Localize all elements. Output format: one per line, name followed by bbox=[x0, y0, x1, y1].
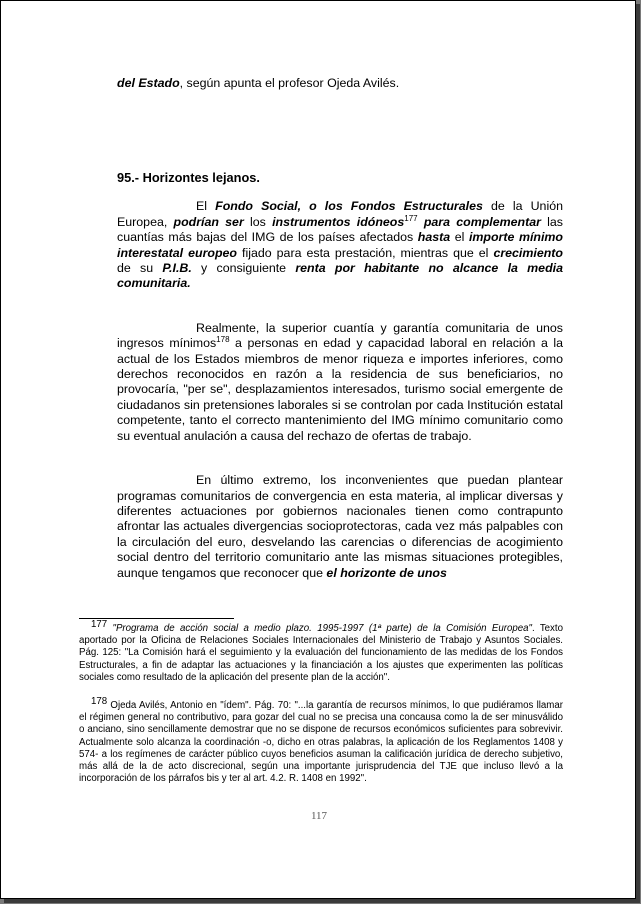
emphasis: renta por habitante no alcance la media comunitaria. bbox=[117, 261, 563, 291]
text-run: Realmente, la superior cuantía y garantía comunitaria de unos ingresos mínimos bbox=[117, 320, 563, 351]
emphasis: del Estado bbox=[117, 76, 180, 90]
footnote-number: 178 bbox=[91, 695, 108, 707]
text-run: a personas en edad y capacidad laboral en relación a la actual de los Estados miembros de menor riqueza e importes inferiores, como derechos reconocidos en razón a la residencia de sus beneficiarios, no provocaría, "per se", desplazamientos interesados, turismo social emergente de ciudadanos sin pretensiones laborales si se controlan por cada Institución estatal competente, tanto el correcto mantenimiento del IMG mínimo comunitario como su eventual anulación a causa del rechazo de ofertas de trabajo. bbox=[117, 336, 564, 443]
text-run: El bbox=[196, 199, 216, 214]
footnote-text: Ojeda Avilés, Antonio en "ídem". Pág. 70: "...la garantía de recursos mínimos, lo que pudiéramos llamar el régimen general no contributivo, para gozar del cual no se precisa una concausa como la de ser minusválido o anciano, sino sencillamente demostrar que no se dispone de recursos económicos suficientes para sobrevivir. Actualmente solo alcanza la coordinación -o, dicho en otras palabras, la aplicación de los Reglamentos 1408 y 574- a los regímenes de carácter público cuyos beneficios asuman la calificación jurídica de derecho subjetivo, más allá de la de acto discrecional, según una importante jurisprudencia del TJE que incluso llevó a la incorporación de los párrafos bis y ter al art. 4.2. R. 1408 en 1992". bbox=[79, 700, 563, 785]
emphasis: crecimiento bbox=[493, 245, 563, 260]
emphasis: instrumentos idóneos bbox=[272, 214, 405, 229]
footnote-title: "Programa de acción social a medio plazo. 1995-1997 (1ª parte) de la Comisión Europea" bbox=[112, 623, 532, 634]
text-run: y consiguiente bbox=[191, 261, 296, 276]
paragraph-fondos bbox=[117, 199, 563, 291]
body-text bbox=[117, 76, 563, 581]
footnote-177 bbox=[79, 618, 563, 684]
footnotes bbox=[79, 618, 563, 785]
text-run: los bbox=[243, 214, 273, 229]
emphasis: para complementar bbox=[423, 214, 541, 229]
text-run: el bbox=[450, 230, 469, 245]
footnote-ref-177[interactable]: 177 bbox=[404, 213, 418, 223]
emphasis: hasta bbox=[417, 230, 451, 245]
text-run: de la Unión Europea, bbox=[117, 199, 563, 229]
emphasis: podrían ser bbox=[173, 214, 244, 229]
footnote-number: 177 bbox=[91, 618, 108, 630]
text-run: fijado para esta prestación, mientras que el bbox=[237, 245, 494, 260]
paragraph-realmente bbox=[117, 321, 563, 444]
text-run: las cuantías más bajas del IMG de los países afectados bbox=[117, 214, 563, 245]
paragraph-ultimo-extremo bbox=[117, 473, 563, 581]
emphasis: el horizonte de unos bbox=[326, 565, 447, 580]
text-run: , según apunta el profesor Ojeda Avilés. bbox=[179, 76, 400, 90]
page-number: 117 bbox=[310, 810, 328, 822]
emphasis: importe mínimo interestatal europeo bbox=[117, 230, 563, 260]
footnote-178 bbox=[79, 695, 563, 785]
emphasis: P.I.B. bbox=[162, 261, 192, 276]
footnote-text: . Texto aportado por la Oficina de Relaciones Sociales Internacionales del Ministerio de Trabajo y Asuntos Sociales. Pág. 125: "La Comisión hará el seguimiento y la evaluación del funcionamiento de las medidas de los Fondos Estructurales, a fin de adaptar las actuaciones y la financiación a los ajustes que experimenten las políticas sociales como resultado de la aplicación del presente plan de la acción". bbox=[79, 623, 563, 683]
emphasis: Fondo Social, o los Fondos Estructurales bbox=[215, 199, 483, 214]
text-run: En último extremo, los inconvenientes que puedan plantear programas comunitarios de convergencia en esta materia, al implicar diversas y diferentes actuaciones por gobiernos nacionales tienen como contrapunto afrontar las actuales divergencias socioprotectoras, cada vez más palpables con la circulación del euro, desvelando las carencias o diferencias de acogimiento social dentro del territorio comunitario ante las mismas situaciones protegibles, aunque tengamos que reconocer que bbox=[117, 473, 563, 580]
text-run: de su bbox=[117, 261, 163, 276]
section-heading: 95.- Horizontes lejanos. bbox=[117, 170, 260, 186]
footnote-ref-178[interactable]: 178 bbox=[216, 335, 230, 345]
intro-line bbox=[117, 76, 563, 91]
